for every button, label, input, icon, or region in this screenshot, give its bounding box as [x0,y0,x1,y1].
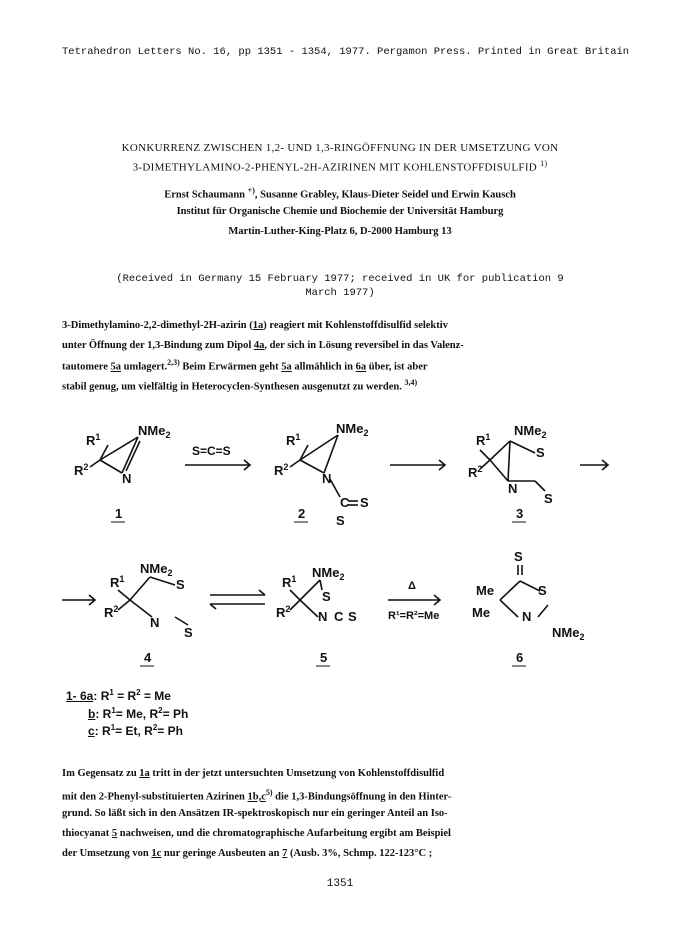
para1-line-3 [62,358,622,373]
compound-label-4: 4 [144,650,152,665]
text: b [88,707,96,721]
text: die 1,3-Bindungsöffnung in den Hinter- [272,791,452,803]
title-line-2 [0,159,680,174]
text: Im Gegensatz zu [62,768,140,779]
s-label: S [544,491,553,506]
s-label: S [184,625,193,640]
legend-c [88,723,183,738]
text: 2 [136,688,141,697]
text: 1 [109,688,114,697]
para1-line-4 [62,378,622,393]
n-label: N [508,481,518,496]
n-label: N [150,615,160,630]
n-label: N [318,609,328,624]
para2-line-5 [62,848,622,859]
nme2-label: NMe$_2$ [140,561,173,578]
compound-ref: 1c [151,848,162,859]
n-label: N [322,471,332,486]
address: Martin-Luther-King-Platz 6, D-2000 Hamburg 13 [228,226,452,237]
me-label: Me [472,605,491,620]
compound-ref: 1a [139,768,150,779]
nme2-label: NMe$_2$ [552,625,585,642]
text: 3-Dimethylamino-2,2-dimethyl-2H-azirin ( [62,320,253,331]
text: (Ausb. 3%, Schmp. 122-123°C ; [287,848,433,859]
text: der Umsetzung von [62,848,152,859]
compound-label-1: 1 [115,506,123,521]
text: tritt in der jetzt untersuchten Umsetzung von Kohlenstoffdisulfid [149,768,445,779]
text: 2 [158,706,163,715]
compound-ref: 6a [355,361,367,373]
compound-label-3: 3 [516,506,524,521]
text: 2 [152,723,158,732]
text: Beim Erwärmen geht [179,361,282,373]
compound-ref: 4a [253,340,265,351]
text: , der sich in Lösung reversibel in das Valenz- [264,340,464,351]
s-label: S [348,609,357,624]
title-line-1: KONKURRENZ ZWISCHEN 1,2- UND 1,3-RINGÖFFNUNG IN DER UMSETZUNG VON [121,142,559,154]
reagent-cs2: S=C=S [192,444,231,458]
text: : R [95,707,112,721]
s-label: S [538,583,547,598]
text: umlagert. [121,361,168,373]
received-line-1: (Received in Germany 15 February 1977; received in UK for publication 9 [116,273,564,285]
text: = Ph [162,707,189,721]
compound-ref: 5a [281,361,292,373]
compound-ref: 1b,c [247,791,266,803]
text: nur geringe Ausbeuten an [161,848,283,859]
heat-symbol: Δ [408,580,416,592]
s-label: S [322,589,331,604]
nme2-label: NMe$_2$ [138,423,171,440]
s-label: S [514,549,523,564]
r1-label: $R^1$ [282,574,297,590]
nme2-label: NMe$_2$ [336,421,369,438]
legend-b [88,706,188,721]
para2-line-1 [62,768,622,779]
para2-line-3: grund. So läßt sich in den Ansätzen IR-spektroskopisch nur ein geringer Anteil an Iso- [62,808,448,819]
compound-label-6: 6 [516,650,524,665]
nme2-label: NMe$_2$ [312,565,345,582]
text: über, ist aber [366,361,428,373]
received-line-2: March 1977) [305,287,375,299]
me-label: Me [476,583,495,598]
c-label: C [334,609,344,624]
r2-label: $R^2$ [276,604,291,620]
para1-line-1 [62,320,622,331]
legend-a [66,688,171,703]
n-label: N [522,609,532,624]
title-line-2-text: 3-DIMETHYLAMINO-2-PHENYL-2H-AZIRINEN MIT KOHLENSTOFFDISULFID [132,161,538,174]
corresponding-mark: +) [247,186,255,195]
text: thiocyanat [62,828,112,839]
text: stabil genug, um vielfältig in Heterocyclen-Synthesen ausgenutzt zu werden. [62,381,402,393]
para2-line-4 [62,828,622,839]
author-list [0,186,680,201]
reference: 5) [265,788,273,797]
para1-line-2 [62,340,622,351]
compound-ref: 5a [110,361,121,373]
r2-label: $R^2$ [104,604,119,620]
c-label: C [340,495,350,510]
author-schaumann: Ernst Schaumann [164,189,246,201]
text: tautomere [62,361,111,373]
r2-label: $R^2$ [74,462,89,478]
text: = Et, R [115,724,153,738]
text: 1 [111,706,116,715]
page-number: 1351 [326,878,354,890]
nme2-label: NMe$_2$ [514,423,547,440]
author-others: , Susanne Grabley, Klaus-Dieter Seidel und Erwin Kausch [254,189,516,201]
s-label: S [176,577,185,592]
institute: Institut für Organische Chemie und Biochemie der Universität Hamburg [176,206,504,217]
text: nachweisen, und die chromatographische Aufarbeitung ergibt am Beispiel [117,828,451,839]
reference: 2,3) [167,358,180,367]
compound-ref: 1a [252,320,264,331]
r1-label: $R^1$ [286,432,301,448]
s-label: S [360,495,369,510]
reaction-scheme [0,405,680,685]
text: : R [94,724,111,738]
text: = Ph [157,724,183,738]
text: mit den 2-Phenyl-substituierten Azirinen [62,791,248,803]
text: c [88,724,95,738]
compound-ref: 7 [282,848,288,859]
s-label: S [536,445,545,460]
text: allmählich in [291,361,356,373]
n-label: N [122,471,132,486]
compound-label-2: 2 [298,506,306,521]
r1-label: $R^1$ [476,432,491,448]
s-label: S [336,513,345,528]
r2-label: $R^2$ [468,464,483,480]
text: 1- 6a [66,689,94,703]
text: = Me, R [115,707,159,721]
para2-line-2 [62,788,622,803]
compound-label-5: 5 [320,650,328,665]
text: = R [113,689,137,703]
journal-header: Tetrahedron Letters No. 16, pp 1351 - 1354, 1977. Pergamon Press. Printed in Great Britain [62,46,630,58]
heat-condition: R¹=R²=Me [388,610,440,622]
text: ) reagiert mit Kohlenstoffdisulfid selektiv [263,320,448,331]
title-reference: 1) [540,159,548,168]
r2-label: $R^2$ [274,462,289,478]
r1-label: $R^1$ [110,574,125,590]
text: 1 [110,723,116,732]
r1-label: $R^1$ [86,432,101,448]
compound-ref: 5 [111,828,118,839]
reference: 3,4) [404,378,418,387]
text: = Me [140,689,171,703]
text: : R [93,689,110,703]
text: unter Öffnung der 1,3-Bindung zum Dipol [62,340,254,351]
